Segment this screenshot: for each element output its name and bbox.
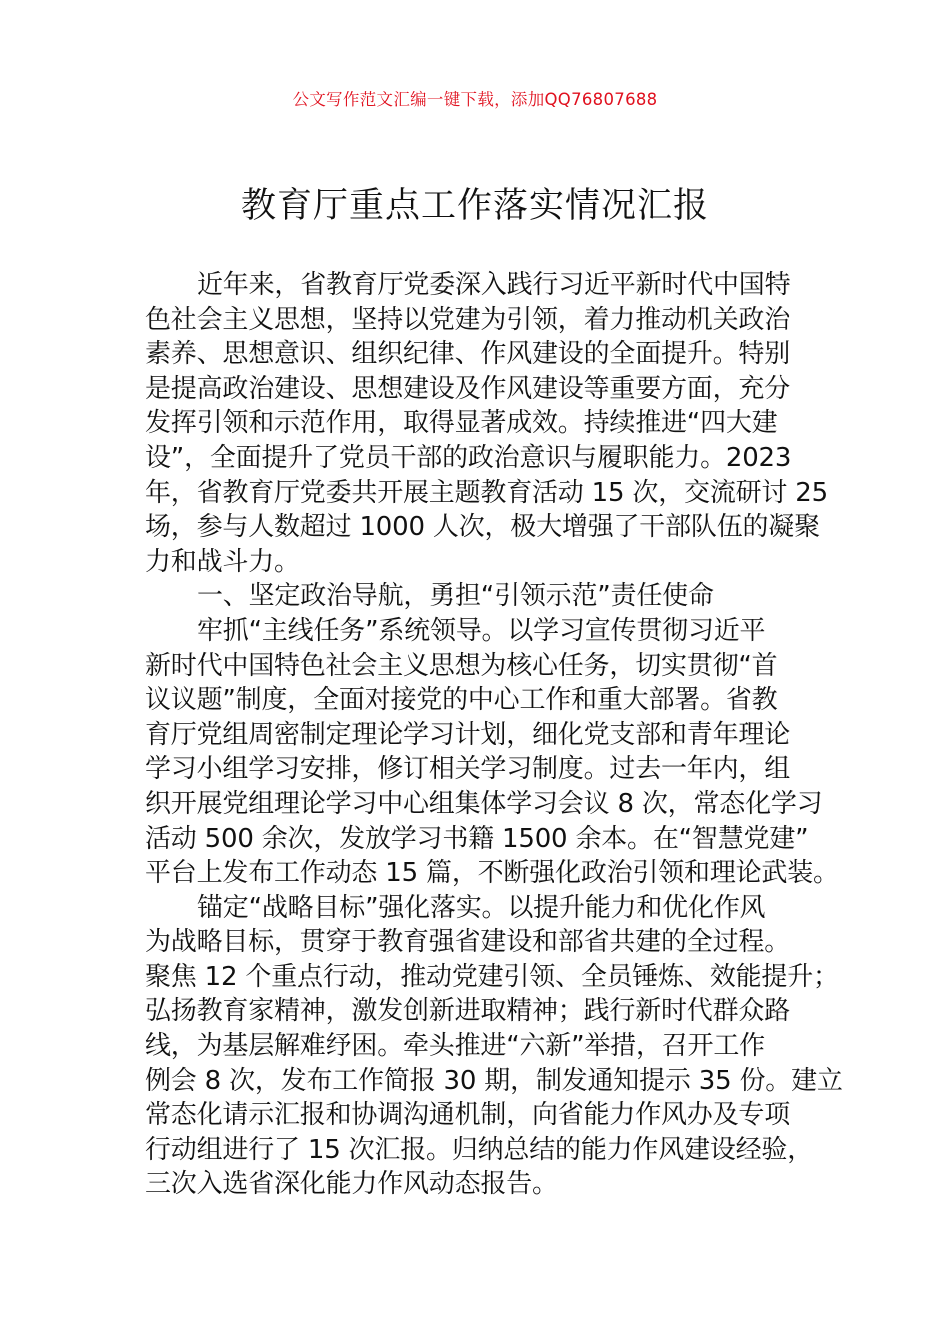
paragraph-line: 素养、思想意识、组织纪律、作风建设的全面提升。特别: [145, 339, 791, 370]
paragraph-line: 三次入选省深化能力作风动态报告。: [145, 1169, 558, 1200]
paragraph-line: 常态化请示汇报和协调沟通机制，向省能力作风办及专项: [145, 1100, 791, 1131]
document-body: [145, 268, 843, 1202]
paragraph-line: 设”，全面提升了党员干部的政治意识与履职能力。2023: [145, 442, 792, 473]
paragraph-line: 为战略目标，贯穿于教育强省建设和部省共建的全过程。: [145, 927, 791, 958]
paragraph-line: 锚定“战略目标”强化落实。以提升能力和优化作风: [197, 892, 766, 923]
paragraph-line: 育厅党组周密制定理论学习计划，细化党支部和青年理论: [145, 719, 791, 750]
paragraph-line: 平台上发布工作动态 15 篇，不断强化政治引领和理论武装。: [145, 858, 839, 889]
paragraph-line: 学习小组学习安排，修订相关学习制度。过去一年内，组: [145, 754, 791, 785]
paragraph-line: 是提高政治建设、思想建设及作风建设等重要方面，充分: [145, 373, 791, 404]
section-heading: 一、坚定政治导航，勇担“引领示范”责任使命: [197, 581, 714, 612]
paragraph-line: 力和战斗力。: [145, 546, 300, 577]
paragraph-line: 例会 8 次，发布工作简报 30 期，制发通知提示 35 份。建立: [145, 1065, 843, 1096]
paragraph-line: 新时代中国特色社会主义思想为核心任务，切实贯彻“首: [145, 650, 778, 681]
paragraph-line: 色社会主义思想，坚持以党建为引领，着力推动机关政治: [145, 304, 791, 335]
paragraph-line: 织开展党组理论学习中心组集体学习会议 8 次，常态化学习: [145, 788, 823, 819]
paragraph-line: 年，省教育厅党委共开展主题教育活动 15 次，交流研讨 25: [145, 477, 828, 508]
paragraph-line: 近年来，省教育厅党委深入践行习近平新时代中国特: [197, 270, 791, 300]
paragraph-line: 议议题”制度，全面对接党的中心工作和重大部署。省教: [145, 685, 778, 716]
download-promo-note: 公文写作范文汇编一键下载，添加QQ76807688: [292, 90, 658, 109]
paragraph-line: 行动组进行了 15 次汇报。归纳总结的能力作风建设经验，: [145, 1134, 814, 1165]
paragraph-line: 聚焦 12 个重点行动，推动党建引领、全员锤炼、效能提升；: [145, 961, 839, 992]
document-title: 教育厅重点工作落实情况汇报: [240, 186, 709, 226]
paragraph-line: 场，参与人数超过 1000 人次，极大增强了干部队伍的凝聚: [145, 512, 820, 543]
paragraph-line: 线，为基层解难纾困。牵头推进“六新”举措，召开工作: [145, 1031, 765, 1062]
paragraph-line: 弘扬教育家精神，激发创新进取精神；践行新时代群众路: [145, 996, 791, 1027]
paragraph-line: 活动 500 余次，发放学习书籍 1500 余本。在“智慧党建”: [145, 823, 809, 854]
paragraph-line: 牢抓“主线任务”系统领导。以学习宣传贯彻习近平: [197, 615, 766, 646]
paragraph-line: 发挥引领和示范作用，取得显著成效。持续推进“四大建: [145, 408, 778, 439]
